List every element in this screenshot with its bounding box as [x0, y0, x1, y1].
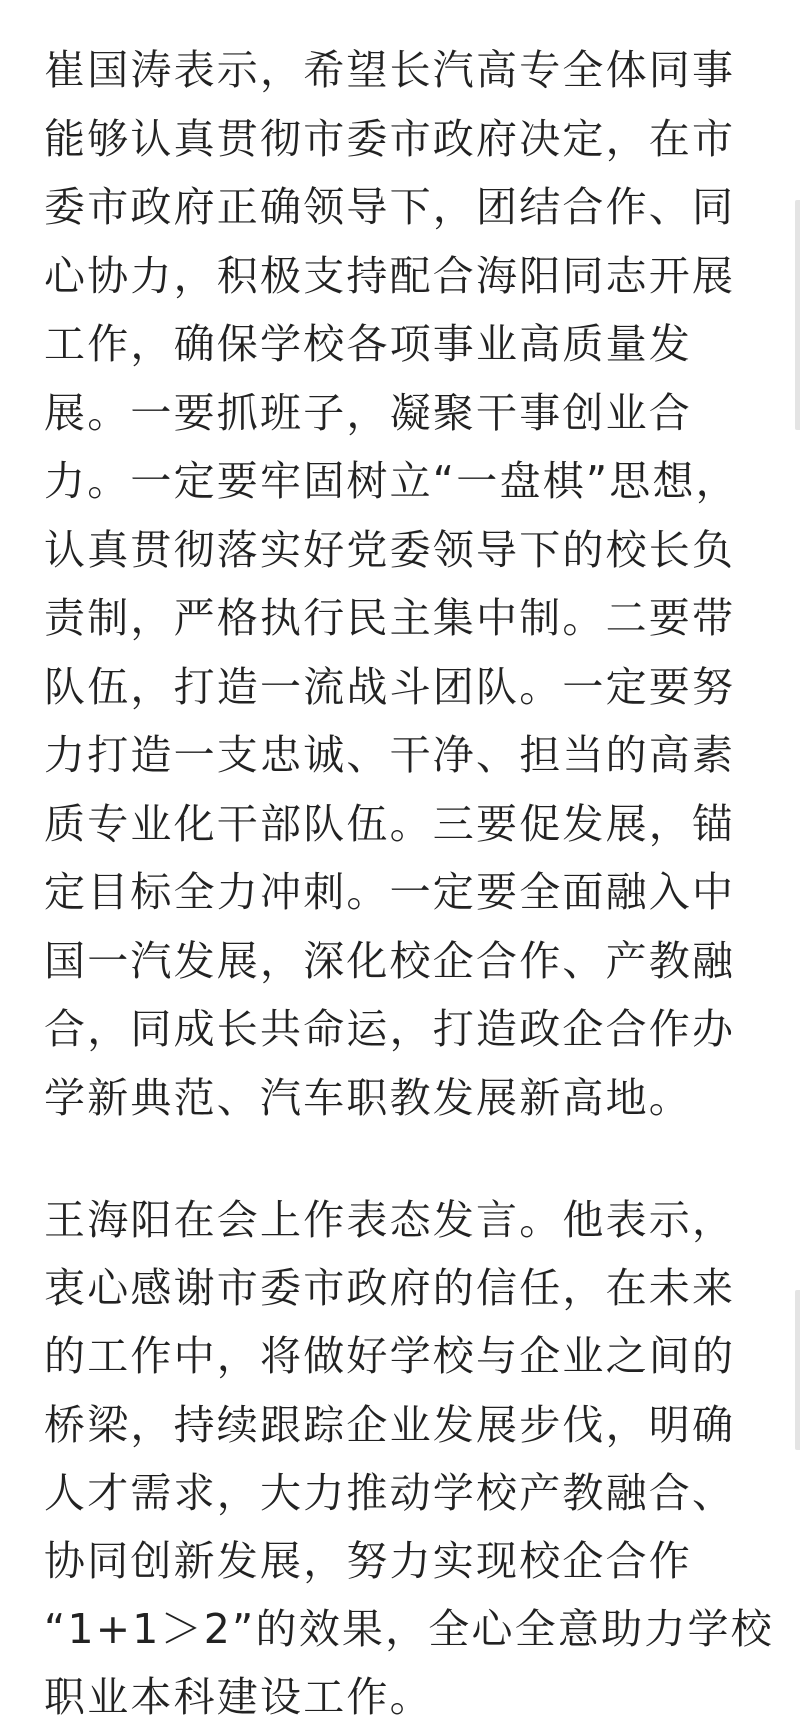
text-line: 崔国涛表示，希望长汽高专全体同事: [44, 46, 736, 94]
article-body: [44, 36, 774, 1732]
text-line: 合，同成长共命运，打造政企合作办: [44, 1005, 736, 1053]
text-line: 职业本科建设工作。: [44, 1673, 433, 1722]
paragraph-2: [44, 1186, 774, 1732]
text-line: “1+1＞2”的效果，全心全意助力学校: [44, 1605, 774, 1654]
text-line: 责制，严格执行民主集中制。二要带: [44, 594, 736, 642]
text-line: 人才需求，大力推动学校产教融合、: [44, 1468, 736, 1517]
paragraph-1: [44, 36, 764, 1132]
scroll-edge-marker: [795, 1290, 800, 1450]
text-line: 的工作中，将做好学校与企业之间的: [44, 1332, 736, 1381]
text-line: 桥梁，持续跟踪企业发展步伐，明确: [44, 1400, 736, 1449]
text-line: 委市政府正确领导下，团结合作、同: [44, 183, 736, 231]
text-line: 心协力，积极支持配合海阳同志开展: [44, 251, 736, 300]
text-line: 认真贯彻落实好党委领导下的校长负: [44, 525, 736, 574]
text-line: 协同创新发展，努力实现校企合作: [44, 1536, 692, 1585]
text-line: 学新典范、汽车职教发展新高地。: [44, 1073, 692, 1122]
text-line: 力打造一支忠诚、干净、担当的高素: [44, 731, 736, 779]
text-line: 工作，确保学校各项事业高质量发: [44, 320, 692, 368]
scroll-edge-marker: [795, 200, 800, 430]
text-line: 力。一定要牢固树立“一盘棋”思想，: [44, 457, 739, 505]
text-line: 王海阳在会上作表态发言。他表示，: [44, 1196, 736, 1244]
text-line: 能够认真贯彻市委市政府决定，在市: [44, 114, 736, 163]
text-line: 定目标全力冲刺。一定要全面融入中: [44, 868, 736, 916]
text-line: 展。一要抓班子，凝聚干事创业合: [44, 388, 692, 437]
text-line: 衷心感谢市委市政府的信任，在未来: [44, 1264, 736, 1313]
text-line: 质专业化干部队伍。三要促发展，锚: [44, 799, 736, 848]
text-line: 国一汽发展，深化校企合作、产教融: [44, 936, 736, 985]
text-line: 队伍，打造一流战斗团队。一定要努: [44, 662, 736, 711]
